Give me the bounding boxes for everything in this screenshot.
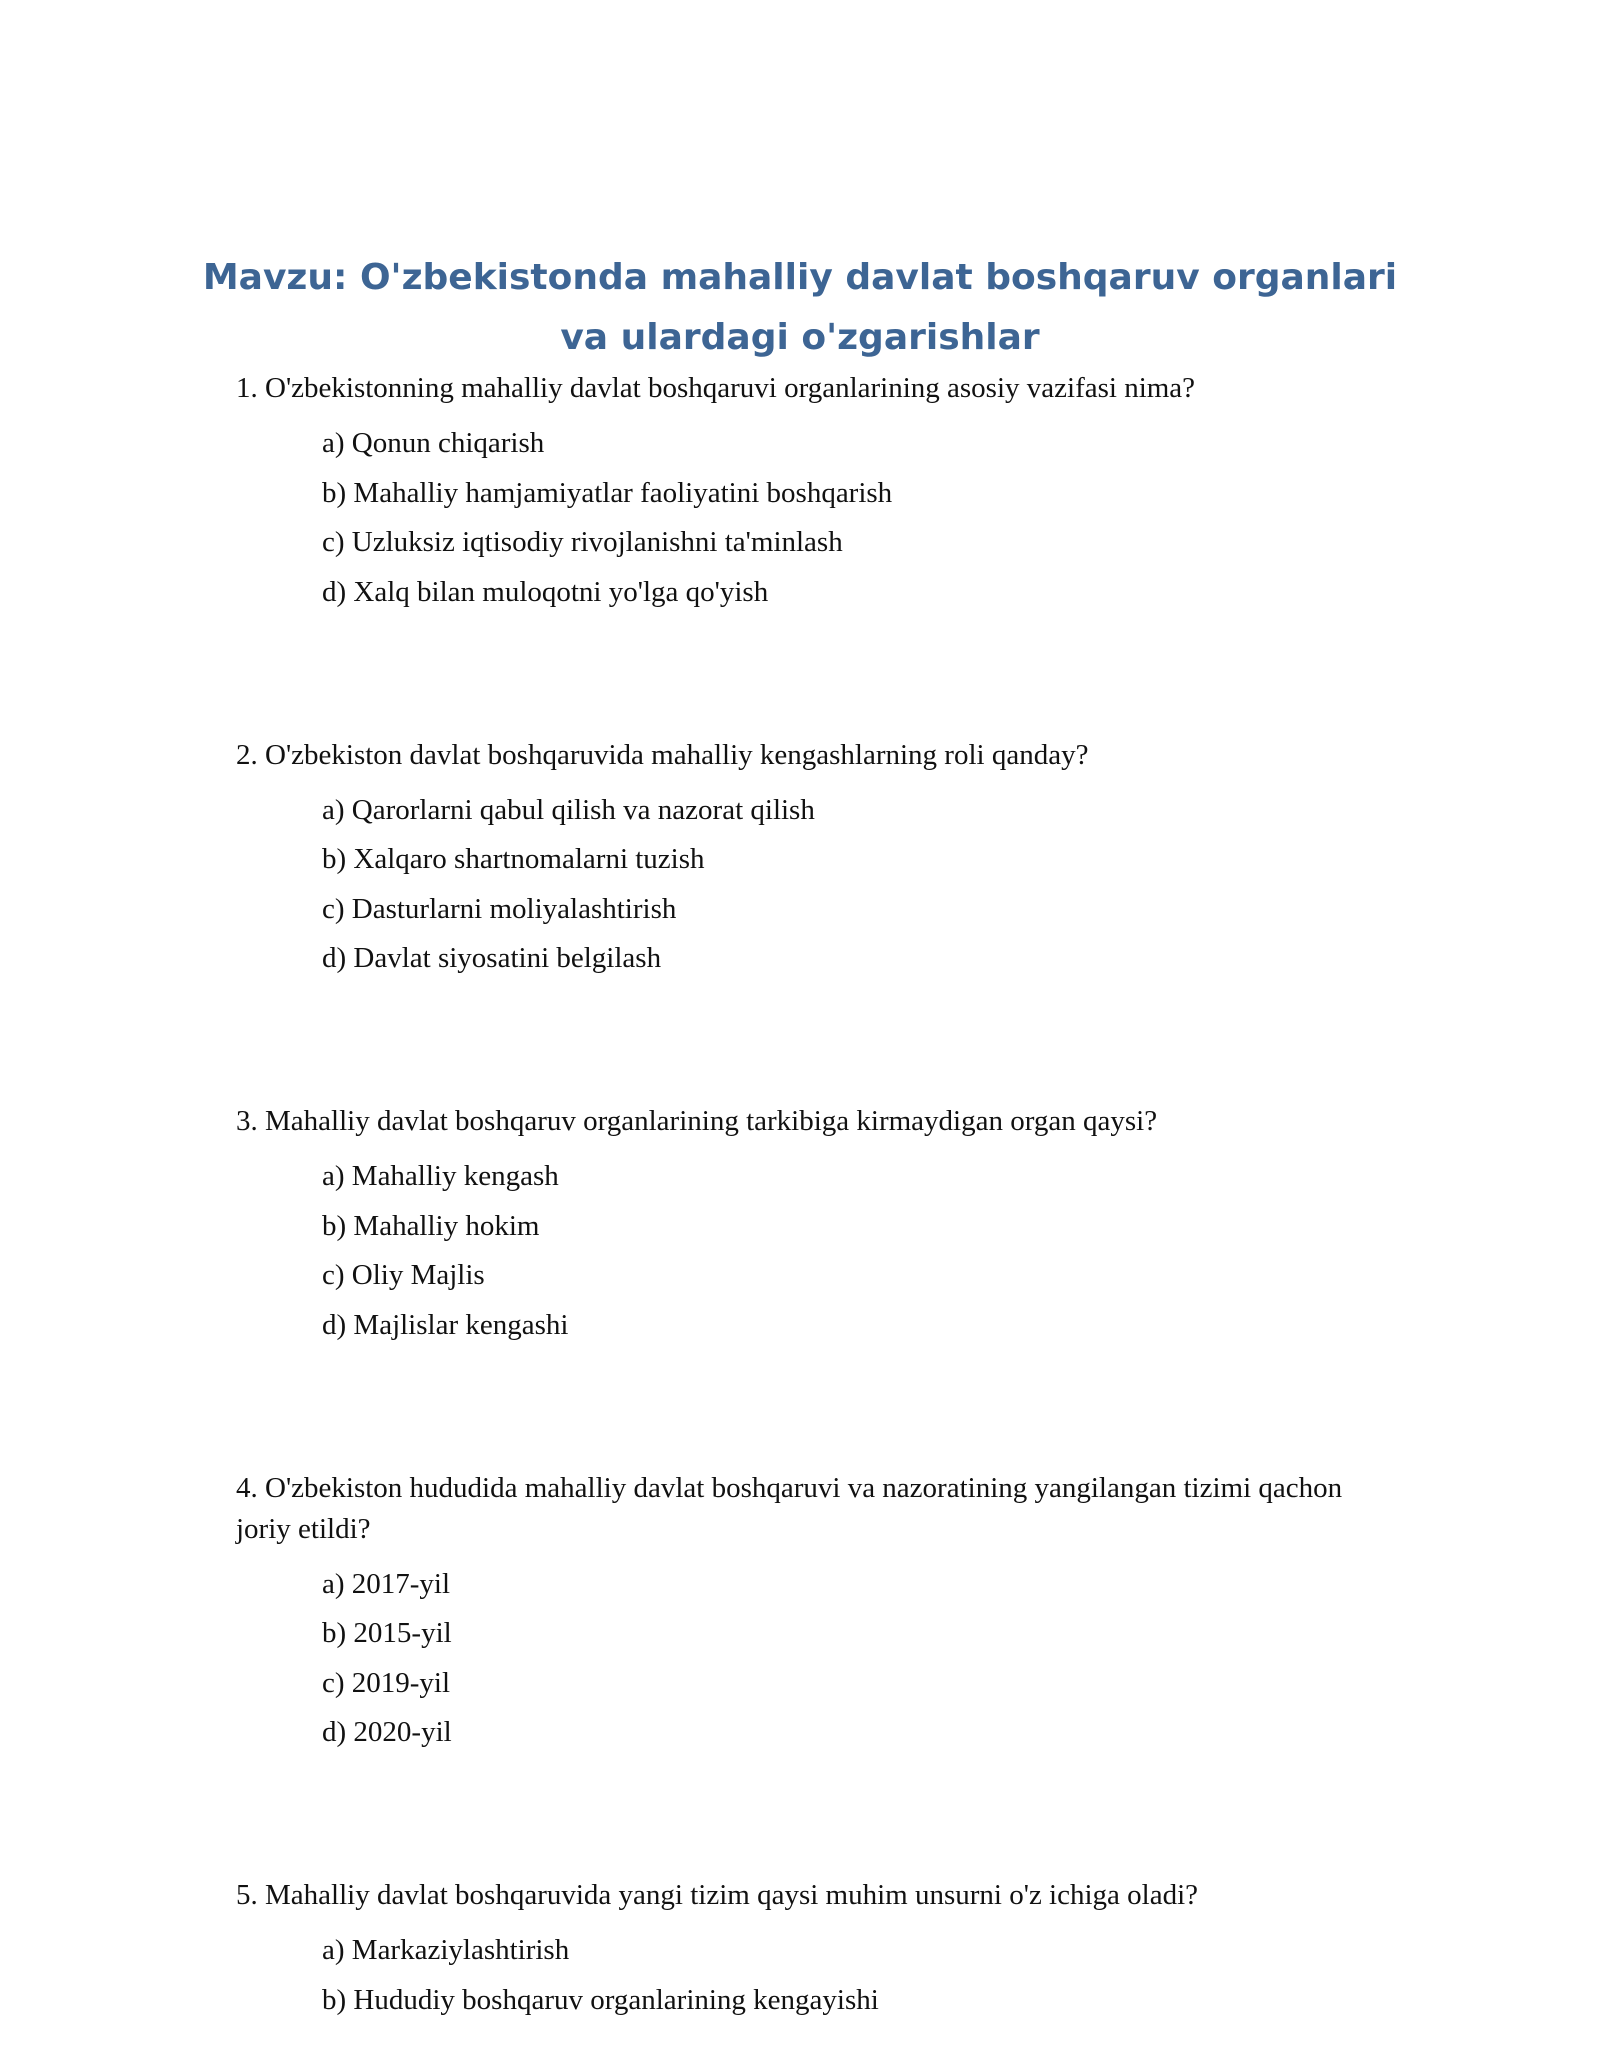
question-list — [236, 368, 1356, 2019]
question-text: 2. O'zbekiston davlat boshqaruvida mahalliy kengashlarning roli qanday? — [236, 738, 1089, 771]
question-3 — [236, 1101, 1356, 1344]
option-b: b) Xalqaro shartnomalarni tuzish — [322, 843, 705, 875]
option-c: c) 2019-yil — [322, 1666, 451, 1699]
option-list — [236, 1157, 1356, 1344]
question-4 — [236, 1468, 1356, 1752]
option-list — [236, 1931, 1356, 2019]
option-a: a) Mahalliy kengash — [322, 1160, 559, 1192]
option-list — [236, 1565, 1356, 1752]
option-d: d) Majlislar kengashi — [322, 1308, 569, 1341]
option-a: a) Qonun chiqarish — [322, 427, 545, 459]
option-d: d) 2020-yil — [322, 1716, 452, 1748]
document-title: Mavzu: O'zbekistonda mahalliy davlat boshqaruv organlari va ulardagi o'zgarishlar — [202, 257, 1398, 358]
option-b: b) Mahalliy hokim — [322, 1209, 540, 1242]
option-b: b) Mahalliy hamjamiyatlar faoliyatini boshqarish — [322, 476, 893, 509]
question-5 — [236, 1875, 1356, 2019]
question-text: 5. Mahalliy davlat boshqaruvida yangi tizim qaysi muhim unsurni o'z ichiga oladi? — [236, 1879, 1199, 1911]
option-d: d) Xalq bilan muloqotni yo'lga qo'yish — [322, 575, 769, 608]
option-list — [236, 424, 1356, 611]
question-text: 4. O'zbekiston hududida mahalliy davlat boshqaruvi va nazoratining yangilangan tizimi qachon joriy etildi? — [236, 1471, 1343, 1545]
option-d: d) Davlat siyosatini belgilash — [322, 942, 662, 974]
option-a: a) 2017-yil — [322, 1567, 451, 1600]
question-text: 3. Mahalliy davlat boshqaruv organlarining tarkibiga kirmaydigan organ qaysi? — [236, 1105, 1158, 1137]
question-1 — [236, 368, 1356, 611]
option-a: a) Qarorlarni qabul qilish va nazorat qilish — [322, 793, 815, 826]
question-2 — [236, 735, 1356, 978]
option-b: b) 2015-yil — [322, 1617, 452, 1649]
question-text: 1. O'zbekistonning mahalliy davlat boshqaruvi organlarining asosiy vazifasi nima? — [236, 372, 1196, 404]
option-c: c) Oliy Majlis — [322, 1259, 485, 1291]
option-c: c) Dasturlarni moliyalashtirish — [322, 892, 677, 925]
option-b: b) Hududiy boshqaruv organlarining kengayishi — [322, 1983, 879, 2016]
option-c: c) Uzluksiz iqtisodiy rivojlanishni ta'minlash — [322, 526, 843, 558]
option-a: a) Markaziylashtirish — [322, 1934, 570, 1966]
option-list — [236, 791, 1356, 978]
